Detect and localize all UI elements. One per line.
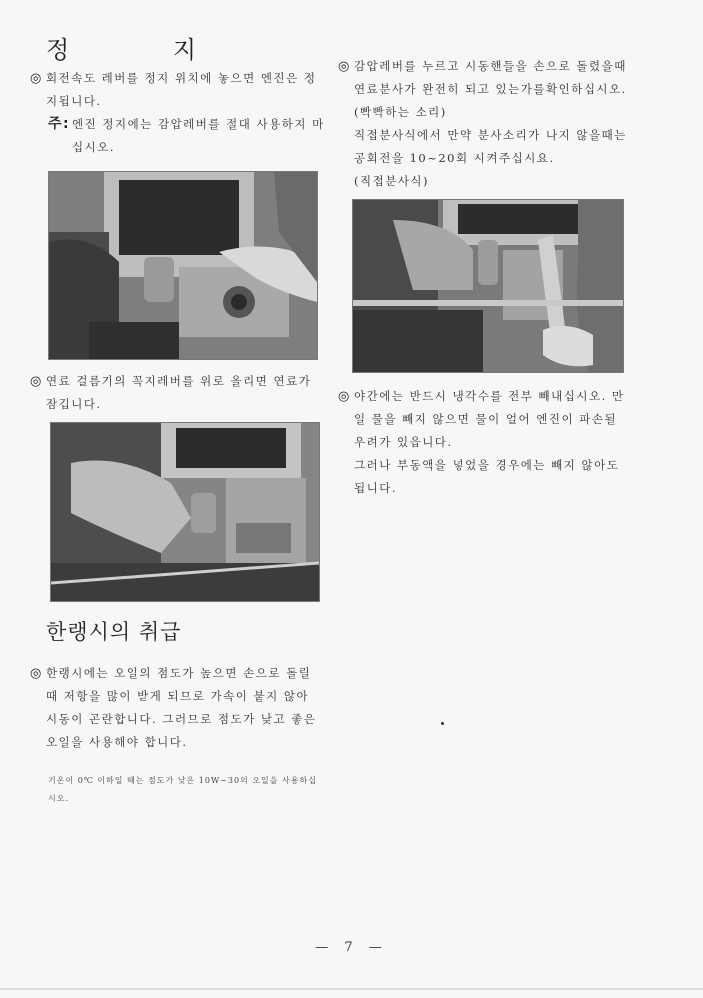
direct-injection-instruction: 직접분사식에서 만약 분사소리가 나지 않을때는 공회전을 10~20회 시켜주십시요. — [354, 128, 627, 165]
note-label: 주: — [48, 116, 71, 132]
stop-warning-note — [30, 113, 325, 159]
photo-speed-lever — [48, 171, 318, 360]
cold-instruction — [30, 662, 325, 754]
page-number: — 7 — — [315, 940, 388, 955]
scan-speck — [441, 722, 444, 725]
antifreeze-instruction: 그러나 부동액을 넣었을 경우에는 빼지 않아도 됩니다. — [354, 458, 620, 495]
photo-starting-handle — [352, 199, 624, 373]
stop-warning-text: 엔진 정지에는 감압레버를 절대 사용하지 마십시오. — [72, 117, 325, 154]
decompression-check-text: 감압레버를 누르고 시동핸들을 손으로 돌렸을때 연료분사가 완전히 되고 있는가를확인하십시오. (빡빡하는 소리) — [354, 59, 627, 119]
photo-fuel-filter — [50, 422, 320, 602]
stop-instruction-1-text: 회전속도 레버를 정지 위치에 놓으면 엔진은 정지됩니다. — [46, 71, 317, 108]
direct-injection-label: (직접분사식) — [354, 174, 430, 188]
right-column — [338, 55, 630, 500]
decompression-check-instruction — [338, 55, 630, 124]
bullet-icon: ◎ — [338, 389, 351, 404]
bullet-icon: ◎ — [30, 374, 43, 389]
cold-instruction-text: 한랭시에는 오일의 점도가 높으면 손으로 돌릴 때 저항을 많이 받게 되므로 가속이 붙지 않아 시동이 곤란합니다. 그러므로 점도가 낮고 좋은 오일을 사용해야 합니다. — [46, 666, 317, 749]
coolant-drain-text: 야간에는 반드시 냉각수를 전부 빼내십시오. 만일 물을 빼지 않으면 물이 얼어 엔진이 파손될 우려가 있읍니다. — [354, 389, 625, 449]
cold-section-title: 한랭시의 취급 — [46, 620, 182, 644]
oil-viscosity-note: 기온이 0℃ 이하일 때는 점도가 낮은 10W~30의 오일을 사용하십시오. — [48, 776, 317, 803]
stop-section-title: 정 지 — [46, 36, 244, 64]
page-bottom-edge — [0, 988, 703, 990]
fuel-instruction-text: 연료 걸름기의 꼭지레버를 위로 올리면 연료가 잠깁니다. — [46, 374, 312, 411]
fuel-instruction — [30, 370, 325, 416]
left-column — [30, 30, 325, 808]
stop-instruction-1 — [30, 67, 325, 113]
coolant-drain-instruction — [338, 385, 630, 454]
bullet-icon: ◎ — [30, 666, 43, 681]
bullet-icon: ◎ — [30, 71, 43, 86]
bullet-icon: ◎ — [338, 59, 351, 74]
